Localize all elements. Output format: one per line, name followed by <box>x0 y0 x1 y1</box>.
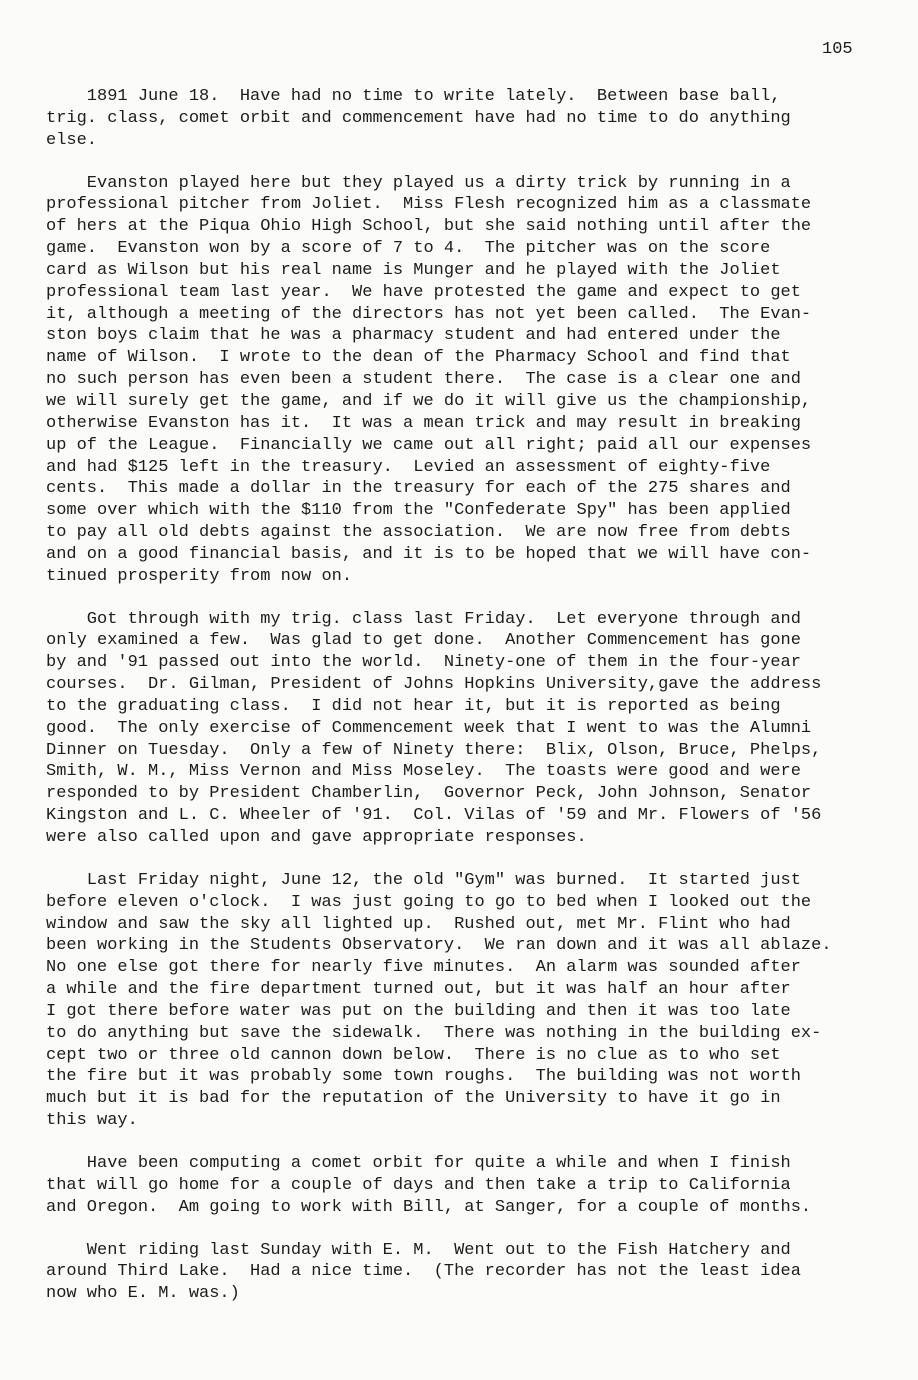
text-line: else. <box>46 130 98 150</box>
text-line: this way. <box>46 1111 138 1131</box>
text-line: the fire but it was probably some town roughs. The building was not worth <box>46 1067 801 1087</box>
text-line: professional team last year. We have protested the game and expect to get <box>46 282 801 302</box>
text-line: and Oregon. Am going to work with Bill, at Sanger, for a couple of months. <box>46 1197 812 1217</box>
text-line: cents. This made a dollar in the treasury for each of the 275 shares and <box>46 479 791 499</box>
text-line: to do anything but save the sidewalk. There was nothing in the building ex- <box>46 1023 822 1043</box>
text-line: by and '91 passed out into the world. Ninety-one of them in the four-year <box>46 653 801 673</box>
text-line: and on a good financial basis, and it is to be hoped that we will have con- <box>46 544 812 564</box>
text-line: window and saw the sky all lighted up. Rushed out, met Mr. Flint who had <box>46 914 791 934</box>
page-number: 105 <box>822 40 853 59</box>
text-line: card as Wilson but his real name is Munger and he played with the Joliet <box>46 260 781 280</box>
text-line: Last Friday night, June 12, the old "Gym" was burned. It started just <box>46 870 801 890</box>
text-line: and had $125 left in the treasury. Levied an assessment of eighty-five <box>46 457 771 477</box>
text-line: trig. class, comet orbit and commencement have had no time to do anything <box>46 108 791 128</box>
text-line: no such person has even been a student there. The case is a clear one and <box>46 370 801 390</box>
text-line: up of the League. Financially we came out all right; paid all our expenses <box>46 435 812 455</box>
text-line: courses. Dr. Gilman, President of Johns Hopkins University,gave the address <box>46 675 822 695</box>
text-line: ston boys claim that he was a pharmacy student and had entered under the <box>46 326 781 346</box>
text-line: it, although a meeting of the directors has not yet been called. The Evan- <box>46 304 812 324</box>
journal-body <box>46 86 896 1326</box>
text-line: around Third Lake. Had a nice time. (The recorder has not the least idea <box>46 1262 801 1282</box>
text-line: tinued prosperity from now on. <box>46 566 353 586</box>
text-line: professional pitcher from Joliet. Miss Flesh recognized him as a classmate <box>46 195 812 215</box>
text-line: some over which with the $110 from the "Confederate Spy" has been applied <box>46 501 791 521</box>
text-line: been working in the Students Observatory. We ran down and it was all ablaze. <box>46 936 832 956</box>
journal-paragraph <box>46 173 896 588</box>
text-line: responded to by President Chamberlin, Governor Peck, John Johnson, Senator <box>46 784 812 804</box>
journal-paragraph <box>46 1240 896 1306</box>
text-line: Got through with my trig. class last Friday. Let everyone through and <box>46 609 801 629</box>
text-line: good. The only exercise of Commencement week that I went to was the Alumni <box>46 718 812 738</box>
text-line: Smith, W. M., Miss Vernon and Miss Moseley. The toasts were good and were <box>46 762 801 782</box>
text-line: that will go home for a couple of days and then take a trip to California <box>46 1175 791 1195</box>
text-line: game. Evanston won by a score of 7 to 4. The pitcher was on the score <box>46 239 771 259</box>
text-line: Have been computing a comet orbit for quite a while and when I finish <box>46 1153 791 1173</box>
text-line: name of Wilson. I wrote to the dean of the Pharmacy School and find that <box>46 348 791 368</box>
text-line: No one else got there for nearly five minutes. An alarm was sounded after <box>46 958 801 978</box>
journal-paragraph <box>46 870 896 1132</box>
journal-paragraph <box>46 1153 896 1219</box>
text-line: before eleven o'clock. I was just going to go to bed when I looked out the <box>46 892 812 912</box>
text-line: a while and the fire department turned out, but it was half an hour after <box>46 980 791 1000</box>
text-line: Kingston and L. C. Wheeler of '91. Col. Vilas of '59 and Mr. Flowers of '56 <box>46 806 822 826</box>
text-line: Evanston played here but they played us a dirty trick by running in a <box>46 173 791 193</box>
text-line: only examined a few. Was glad to get done. Another Commencement has gone <box>46 631 801 651</box>
text-line: we will surely get the game, and if we do it will give us the championship, <box>46 391 812 411</box>
journal-paragraph <box>46 86 896 152</box>
text-line: were also called upon and gave appropriate responses. <box>46 828 587 847</box>
text-line: now who E. M. was.) <box>46 1284 240 1304</box>
text-line: I got there before water was put on the building and then it was too late <box>46 1001 791 1021</box>
text-line: cept two or three old cannon down below. There is no clue as to who set <box>46 1045 781 1065</box>
text-line: otherwise Evanston has it. It was a mean trick and may result in breaking <box>46 413 801 433</box>
journal-paragraph <box>46 609 896 849</box>
text-line: Went riding last Sunday with E. M. Went out to the Fish Hatchery and <box>46 1240 791 1260</box>
text-line: 1891 June 18. Have had no time to write lately. Between base ball, <box>46 87 781 106</box>
text-line: much but it is bad for the reputation of the University to have it go in <box>46 1089 781 1109</box>
text-line: to pay all old debts against the association. We are now free from debts <box>46 523 791 543</box>
text-line: Dinner on Tuesday. Only a few of Ninety there: Blix, Olson, Bruce, Phelps, <box>46 740 822 760</box>
text-line: to the graduating class. I did not hear it, but it is reported as being <box>46 696 781 716</box>
text-line: of hers at the Piqua Ohio High School, but she said nothing until after the <box>46 217 812 237</box>
